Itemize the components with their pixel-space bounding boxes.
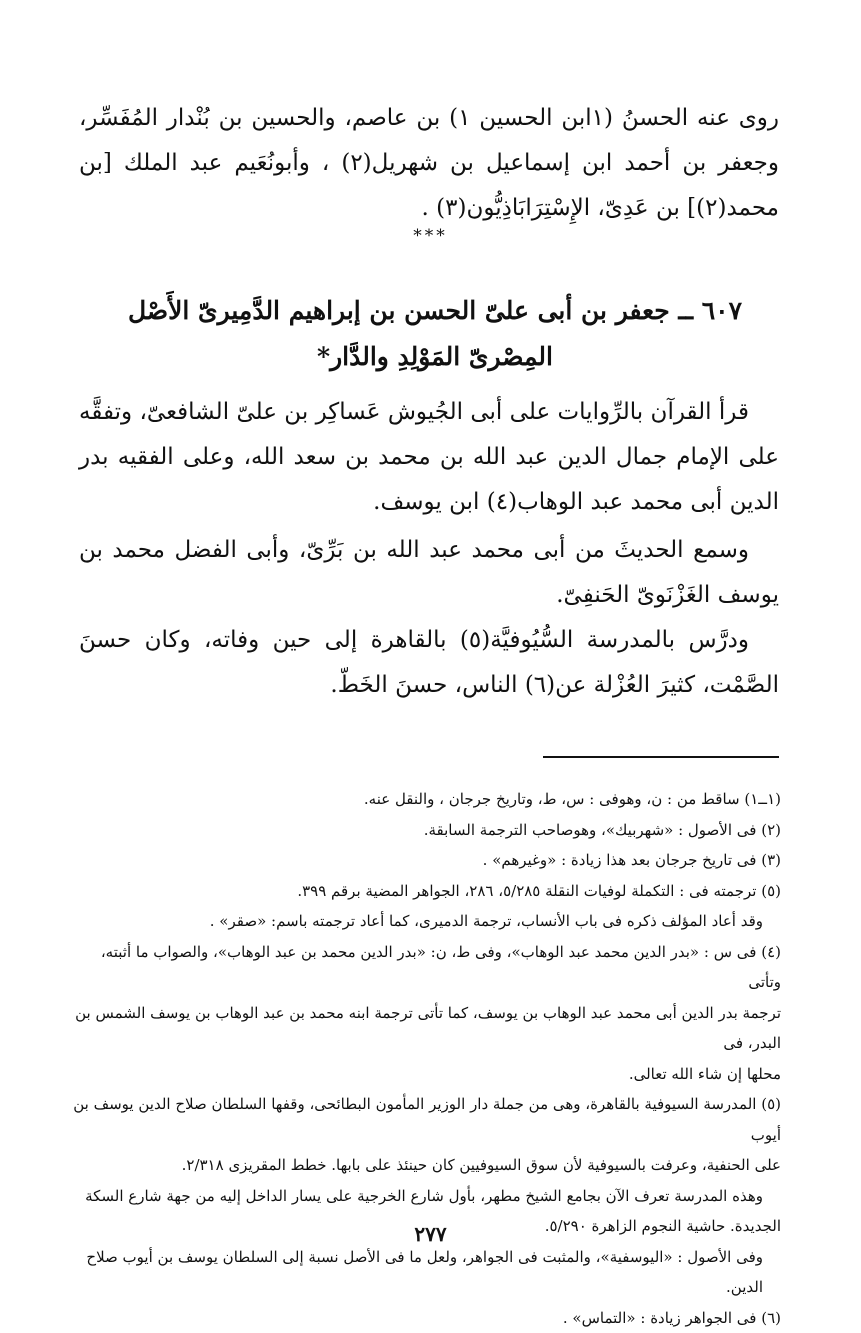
footnotes [65, 784, 781, 1333]
footnote-3: (٣) فى تاريخ جرجان بعد هذا زيادة : «وغيرهم» . [65, 845, 781, 876]
footnote-2: (٢) فى الأصول : «شهربيك»، وهوصاحب الترجمة السابقة. [65, 815, 781, 846]
footnote-4-line-3: محلها إن شاء الله تعالى. [65, 1059, 781, 1090]
footnote-5-variant: وفى الأصول : «اليوسفية»، والمثبت فى الجواهر، ولعل ما فى الأصل نسبة إلى السلطان يوسف بن أيوب صلاح الدين. [65, 1242, 781, 1303]
entry-paragraph-1: قرأ القرآن بالرِّوايات على أبى الجُيوش عَساكِر بن علىّ الشافعىّ، وتفقَّه على الإمام جمال الدين عبد الله بن محمد بن سعد الله، وعلى الفقيه بدر الدين أبى محمد عبد الوهاب(٤) ابن يوسف. [79, 390, 779, 525]
footnote-divider [543, 756, 779, 758]
footnote-1: (١ــ١) ساقط من : ن، وهوفى : س، ط، وتاريخ جرجان ، والنقل عنه. [65, 784, 781, 815]
footnote-5-line-2: على الحنفية، وعرفت بالسيوفية لأن سوق السيوفيين كان حينئذ على بابها. خطط المقريزى ٢/٣١٨. [65, 1150, 781, 1181]
previous-entry-continuation: روى عنه الحسنُ (١ابن الحسين ١) بن عاصم، والحسين بن بُنْدار المُفَسِّر، وجعفر بن أحمد ابن إسماعيل بن شهريل(٢) ، وأبونُعَيم عبد الملك [بن محمد(٢)] بن عَدِىّ، الإِسْتِرَابَاذِيُّون(٣) . [79, 96, 779, 231]
entry-paragraph-2: وسمع الحديثَ من أبى محمد عبد الله بن بَرِّىّ، وأبى الفضل محمد بن يوسف الغَزْنَوىّ الحَنفِىّ. [79, 528, 779, 618]
entry-heading: ٦٠٧ ــ جعفر بن أبى علىّ الحسن بن إبراهيم الدَّمِيرىّ الأَصْل المِصْرىّ المَوْلِدِ والدَّار* [105, 288, 765, 380]
footnote-6: (٦) فى الجواهر زيادة : «التماس» . [65, 1303, 781, 1333]
footnote-5-note: وهذه المدرسة تعرف الآن بجامع الشيخ مطهر، بأول شارع الخرجية على يسار الداخل إليه من جهة شارع السكة [65, 1181, 781, 1212]
section-separator: *** [0, 226, 861, 246]
footnote-star-continued: وقد أعاد المؤلف ذكره فى باب الأنساب، ترجمة الدميرى، كما أعاد ترجمته باسم: «صقر» . [65, 906, 781, 937]
footnote-4-line-2: ترجمة بدر الدين أبى محمد عبد الوهاب بن يوسف، كما تأتى ترجمة ابنه محمد بن عبد الوهاب بن يوسف الشمس بن البدر، فى [65, 998, 781, 1059]
entry-paragraph-3: ودرَّس بالمدرسة السُّيُوفيَّة(٥) بالقاهرة إلى حين وفاته، وكان حسنَ الصَّمْت، كثيرَ العُزْلة عن(٦) الناس، حسنَ الخَطّ. [79, 618, 779, 708]
footnote-5-note-line-2: الجديدة. حاشية النجوم الزاهرة ٥/٢٩٠. [65, 1211, 781, 1242]
footnote-star: (٥) ترجمته فى : التكملة لوفيات النقلة ٥/٢٨٥، ٢٨٦، الجواهر المضية برقم ٣٩٩. [65, 876, 781, 907]
footnote-4: (٤) فى س : «بدر الدين محمد عبد الوهاب»، وفى ط، ن: «بدر الدين محمد بن عبد الوهاب»، والصواب ما أثبته، وتأتى [65, 937, 781, 998]
footnote-5: (٥) المدرسة السيوفية بالقاهرة، وهى من جملة دار الوزير المأمون البطائحى، وقفها السلطان صلاح الدين يوسف بن أيوب [65, 1089, 781, 1150]
page-number: ٢٧٧ [0, 1222, 861, 1246]
